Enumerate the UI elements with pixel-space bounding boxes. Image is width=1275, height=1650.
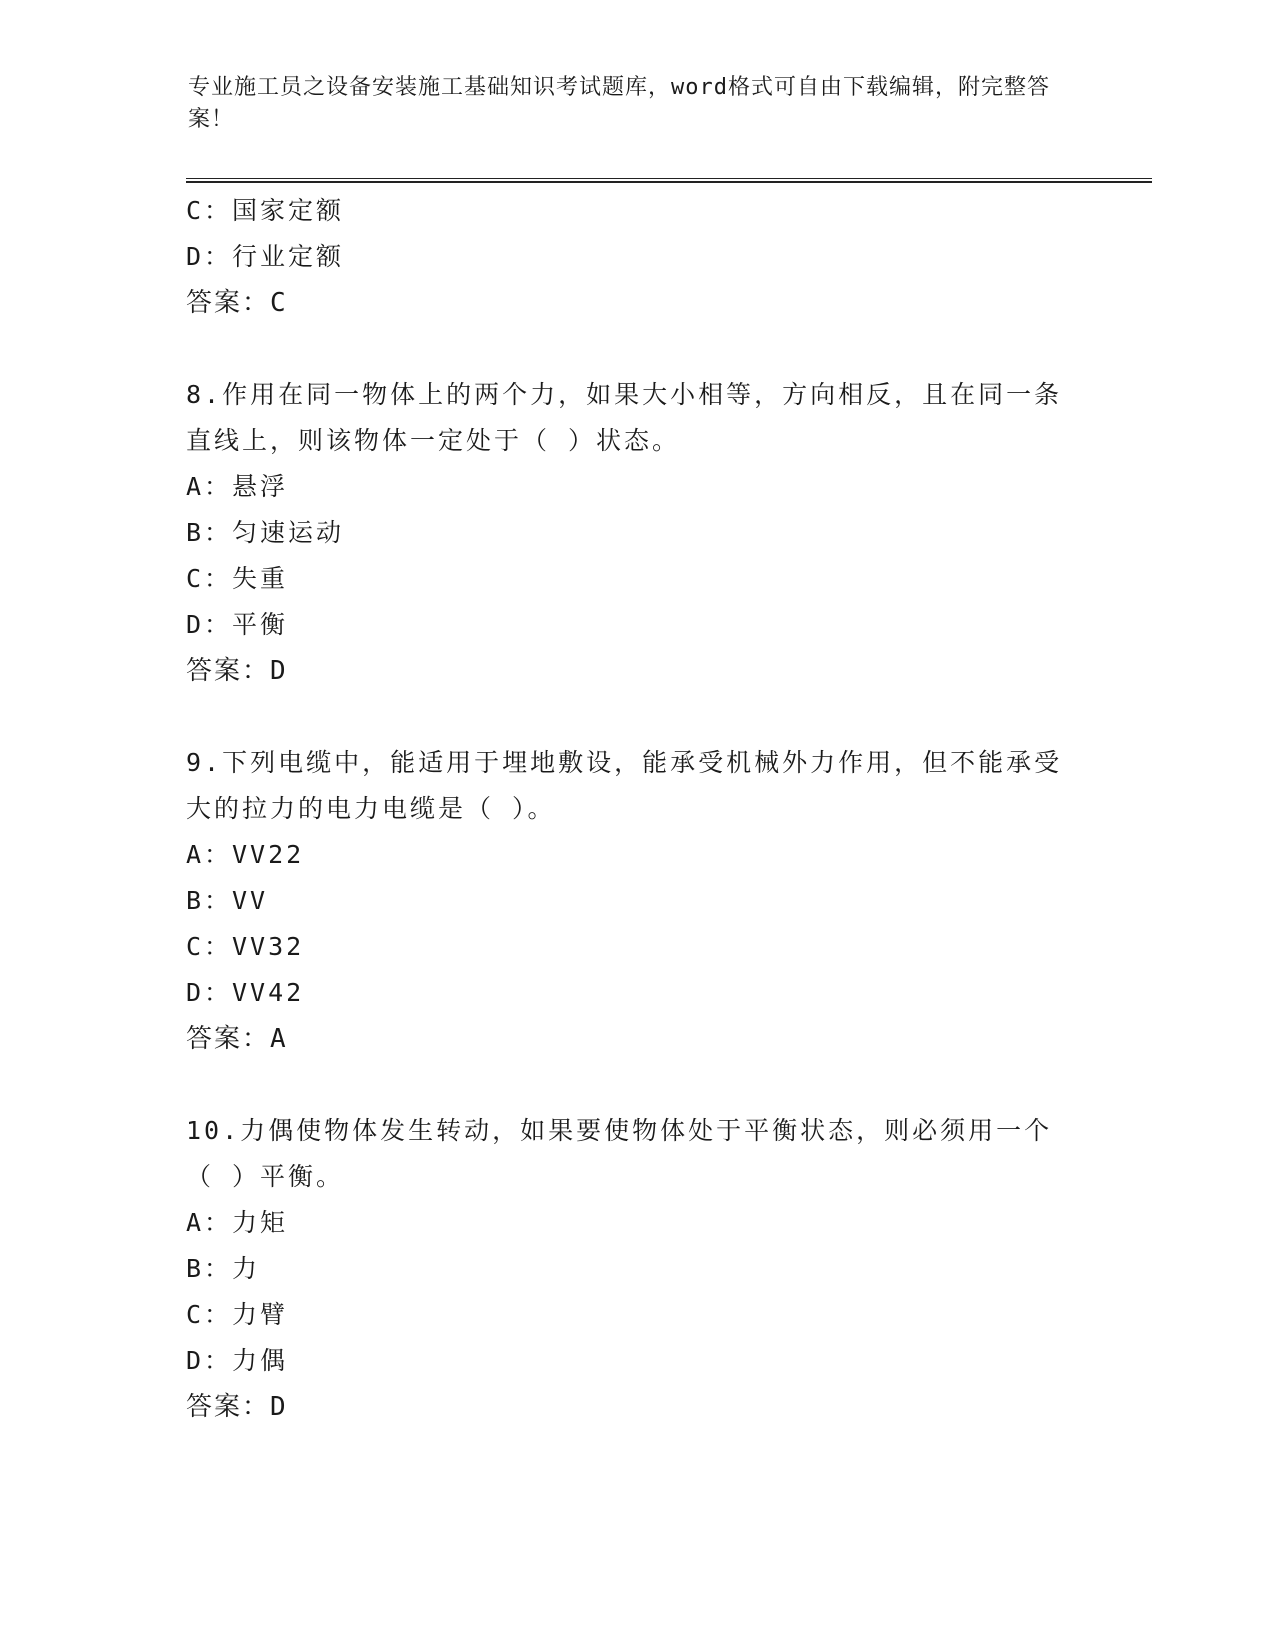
- answer-line: 答案：C: [186, 288, 288, 318]
- option-d: D：平衡: [186, 610, 289, 639]
- option-c: C：力臂: [186, 1300, 289, 1329]
- option-c: C：VV32: [186, 932, 305, 961]
- option-d: D：VV42: [186, 978, 305, 1007]
- answer-line: 答案：D: [186, 656, 288, 686]
- question-stem: 8.作用在同一物体上的两个力，如果大小相等，方向相反，且在同一条直线上，则该物体一定处于（ ）状态。: [186, 380, 1063, 455]
- option-d: D：力偶: [186, 1346, 289, 1375]
- page-header: 专业施工员之设备安装施工基础知识考试题库，word格式可自由下载编辑，附完整答案！: [188, 75, 1050, 132]
- question-stem: 9.下列电缆中，能适用于埋地敷设，能承受机械外力作用，但不能承受大的拉力的电力电缆是（ ）。: [186, 748, 1063, 823]
- header-divider: [186, 178, 1152, 183]
- answer-line: 答案：A: [186, 1024, 288, 1054]
- option-b: B：VV: [186, 886, 269, 915]
- answer-line: 答案：D: [186, 1392, 288, 1422]
- exam-content: [186, 188, 1086, 1430]
- question-stem: 10.力偶使物体发生转动，如果要使物体处于平衡状态，则必须用一个（ ）平衡。: [186, 1116, 1053, 1191]
- option-a: A：悬浮: [186, 472, 289, 501]
- option-b: B：匀速运动: [186, 518, 345, 547]
- option-a: A：VV22: [186, 840, 305, 869]
- option-b: B：力: [186, 1254, 261, 1283]
- question-9: [186, 740, 1086, 1062]
- option-c: C：失重: [186, 564, 289, 593]
- question-7-continued: [186, 188, 1086, 326]
- option-a: A：力矩: [186, 1208, 289, 1237]
- question-8: [186, 372, 1086, 694]
- option-c: C：国家定额: [186, 196, 345, 225]
- question-10: [186, 1108, 1086, 1430]
- option-d: D：行业定额: [186, 242, 345, 271]
